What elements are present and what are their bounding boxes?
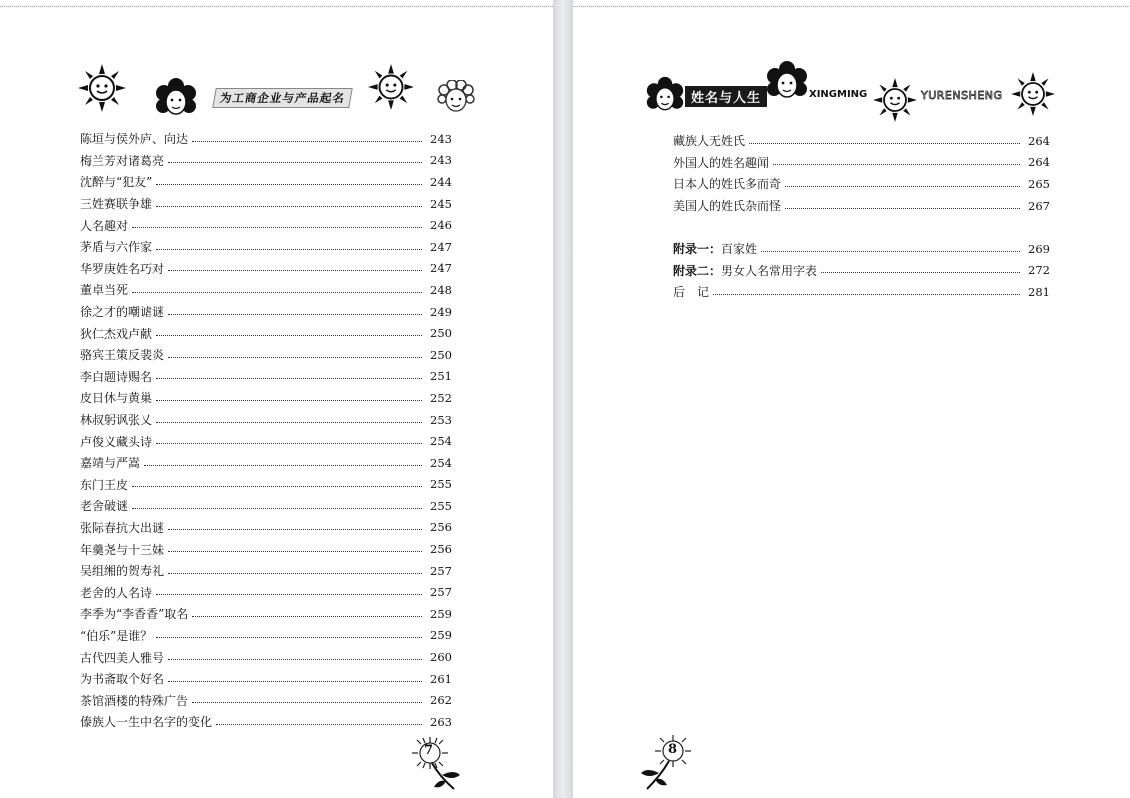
toc-entry-title: [80, 238, 156, 255]
header-pinyin-yurensheng: YURENSHENG: [921, 89, 1003, 102]
toc-entry-text: 人名趣对: [80, 218, 129, 233]
toc-entry-text: 华罗庚姓名巧对: [80, 261, 165, 276]
toc-entry: [80, 366, 452, 388]
toc-entry-title: [80, 260, 168, 277]
toc-page-number: 264: [1028, 133, 1050, 148]
toc-entry-title: [80, 152, 168, 169]
toc-entry: [673, 195, 1050, 217]
toc-entry-title: [80, 649, 168, 666]
dot-leader: [156, 422, 422, 423]
toc-entry-text: 张际春抗大出谜: [80, 520, 165, 535]
dot-leader: [156, 184, 422, 185]
page-number: 7: [424, 743, 434, 758]
toc-entry: [80, 517, 452, 539]
toc-entry-title: [673, 262, 821, 279]
toc-page-number: 256: [430, 542, 452, 557]
dot-leader: [821, 272, 1020, 273]
toc-entry-title: [673, 175, 785, 192]
toc-page-number: 256: [430, 520, 452, 535]
toc-entry: [673, 238, 1050, 260]
dot-leader: [749, 143, 1020, 144]
toc-entry-title: [80, 173, 156, 190]
toc-entry-text: “伯乐”是谁？: [80, 628, 153, 643]
toc-page-number: 267: [1028, 198, 1050, 213]
toc-entry: [80, 646, 452, 668]
toc-entry: [80, 409, 452, 431]
toc-entry: [80, 474, 452, 496]
toc-entry: [80, 603, 452, 625]
toc-entry: [80, 258, 452, 280]
dot-leader: [132, 508, 422, 509]
toc-page-number: 246: [430, 218, 452, 233]
toc-entry-text: 年羹尧与十三妹: [80, 542, 165, 557]
table-of-contents: [80, 128, 452, 733]
right-page: [573, 0, 1130, 798]
toc-page-number: 250: [430, 326, 452, 341]
toc-entry: [80, 301, 452, 323]
toc-entry-text: 男女人名常用字表: [721, 263, 818, 278]
toc-entry-text: 三姓赛联争雄: [80, 197, 153, 212]
girl-face-icon: [436, 80, 476, 116]
appendix-label: 附录二：: [673, 263, 722, 278]
dot-leader: [132, 486, 422, 487]
flower-face-icon: [154, 78, 198, 120]
toc-entry: [80, 538, 452, 560]
toc-entry-text: 美国人的姓氏杂而怪: [673, 199, 782, 214]
dot-leader: [192, 616, 422, 617]
dot-leader: [156, 443, 422, 444]
toc-entry-title: [80, 325, 156, 342]
toc-entry: [673, 152, 1050, 174]
toc-entry: [80, 387, 452, 409]
appendix-label: 附录一：: [673, 242, 722, 257]
toc-page-number: 257: [430, 585, 452, 600]
flower-face-icon: [765, 60, 809, 104]
toc-entry-title: [80, 433, 156, 450]
toc-entry: [80, 560, 452, 582]
toc-entry: [80, 711, 452, 733]
header-pinyin-xingming: XINGMING: [809, 89, 868, 100]
toc-entry-title: [80, 454, 144, 471]
dot-leader: [156, 335, 422, 336]
toc-entry: [80, 495, 452, 517]
toc-page-number: 264: [1028, 155, 1050, 170]
toc-entry-title: [673, 197, 785, 214]
toc-page-number: 247: [430, 239, 452, 254]
dot-leader: [761, 251, 1020, 252]
toc-page-number: 272: [1028, 263, 1050, 278]
toc-page-number: 255: [430, 477, 452, 492]
toc-page-number: 259: [430, 606, 452, 621]
dot-leader: [168, 162, 422, 163]
toc-entry-text: 梅兰芳对诸葛亮: [80, 153, 165, 168]
toc-entry-text: 老舍破谜: [80, 499, 129, 514]
sun-face-icon: [78, 64, 126, 112]
dot-leader: [156, 249, 422, 250]
dot-leader: [713, 294, 1020, 295]
toc-entry-title: [80, 411, 156, 428]
toc-entry-text: 徐之才的嘲谑谜: [80, 305, 165, 320]
sun-face-icon: [873, 78, 917, 122]
left-header-title: 为工商企业与产品起名: [212, 88, 353, 108]
toc-entry-text: 东门王皮: [80, 477, 129, 492]
toc-entry-text: 董卓当死: [80, 283, 129, 298]
dot-leader: [168, 681, 422, 682]
toc-page-number: 265: [1028, 176, 1050, 191]
toc-entry: [80, 581, 452, 603]
toc-page-number: 260: [430, 650, 452, 665]
toc-page-number: 251: [430, 369, 452, 384]
toc-page-number: 254: [430, 455, 452, 470]
dot-leader: [785, 186, 1020, 187]
toc-entry-text: 吴组缃的贺寿礼: [80, 564, 165, 579]
right-header-title: 姓名与人生: [685, 86, 767, 107]
toc-entry-title: [80, 476, 132, 493]
dot-leader: [144, 465, 422, 466]
toc-page-number: 255: [430, 498, 452, 513]
toc-entry: [673, 281, 1050, 303]
toc-spacer: [673, 216, 1050, 238]
toc-entry-title: [80, 562, 168, 579]
toc-entry-title: [80, 346, 168, 363]
dot-leader: [168, 357, 422, 358]
toc-entry-title: [80, 713, 216, 730]
toc-entry: [80, 128, 452, 150]
toc-entry-text: 为书斋取个好名: [80, 672, 165, 687]
top-rule: [0, 6, 553, 7]
toc-entry-title: [80, 195, 156, 212]
toc-entry-title: [80, 584, 156, 601]
toc-entry-text: 李季为“李香香”取名: [80, 607, 189, 622]
toc-entry-title: [80, 389, 156, 406]
toc-entry-text: 骆宾王策反裴炎: [80, 348, 165, 363]
toc-entry-title: [80, 670, 168, 687]
toc-entry: [673, 173, 1050, 195]
book-gutter: [553, 0, 573, 798]
toc-page-number: 269: [1028, 241, 1050, 256]
right-header: [573, 58, 1130, 114]
toc-entry-text: 百家姓: [721, 242, 758, 257]
toc-entry: [80, 150, 452, 172]
toc-entry: [80, 171, 452, 193]
dot-leader: [168, 573, 422, 574]
toc-entry-title: [80, 281, 132, 298]
toc-entry: [80, 236, 452, 258]
dot-leader: [773, 164, 1020, 165]
toc-page-number: 254: [430, 434, 452, 449]
toc-page-number: 247: [430, 261, 452, 276]
toc-entry-text: 嘉靖与严嵩: [80, 456, 141, 471]
toc-entry-text: 李白题诗赐名: [80, 369, 153, 384]
toc-entry-title: [80, 368, 156, 385]
toc-page-number: 281: [1028, 284, 1050, 299]
sunflower-icon: [398, 733, 468, 793]
toc-page-number: 243: [430, 131, 452, 146]
left-page: [0, 0, 553, 798]
toc-entry-title: [80, 217, 132, 234]
dot-leader: [168, 314, 422, 315]
toc-page-number: 263: [430, 714, 452, 729]
toc-entry-title: [673, 132, 749, 149]
dot-leader: [156, 594, 422, 595]
toc-entry-title: [80, 627, 156, 644]
top-rule: [573, 6, 1130, 7]
toc-entry-text: 林叔躬讽张乂: [80, 413, 153, 428]
toc-entry-text: 卢俊义藏头诗: [80, 434, 153, 449]
toc-entry: [80, 214, 452, 236]
toc-entry-text: 老舍的人名诗: [80, 585, 153, 600]
toc-entry-text: 外国人的姓名趣闻: [673, 155, 770, 170]
dot-leader: [785, 208, 1020, 209]
toc-entry: [80, 279, 452, 301]
toc-entry-text: 日本人的姓氏多而奇: [673, 177, 782, 192]
dot-leader: [192, 141, 422, 142]
toc-entry-text: 后 记: [673, 285, 710, 300]
toc-page-number: 244: [430, 174, 452, 189]
toc-page-number: 249: [430, 304, 452, 319]
toc-page-number: 250: [430, 347, 452, 362]
dot-leader: [156, 206, 422, 207]
toc-entry: [80, 689, 452, 711]
sun-face-icon: [1011, 72, 1055, 116]
toc-entry-title: [80, 541, 168, 558]
toc-page-number: 253: [430, 412, 452, 427]
toc-page-number: 261: [430, 671, 452, 686]
toc-entry-title: [80, 519, 168, 536]
table-of-contents: [673, 130, 1050, 303]
toc-entry: [80, 452, 452, 474]
dot-leader: [156, 378, 422, 379]
dot-leader: [132, 292, 422, 293]
toc-entry: [80, 625, 452, 647]
dot-leader: [168, 529, 422, 530]
flower-face-icon: [645, 76, 685, 116]
toc-entry: [80, 344, 452, 366]
toc-entry-text: 傣族人一生中名字的变化: [80, 715, 213, 730]
toc-entry-text: 陈垣与侯外庐、向达: [80, 132, 189, 147]
toc-page-number: 259: [430, 628, 452, 643]
toc-entry-title: [80, 497, 132, 514]
toc-page-number: 248: [430, 282, 452, 297]
toc-entry-text: 狄仁杰戏卢献: [80, 326, 153, 341]
dot-leader: [156, 400, 422, 401]
dot-leader: [156, 637, 422, 638]
dot-leader: [168, 270, 422, 271]
toc-entry: [673, 260, 1050, 282]
toc-entry-title: [673, 240, 761, 257]
toc-entry-title: [80, 605, 192, 622]
toc-page-number: 245: [430, 196, 452, 211]
toc-entry: [80, 668, 452, 690]
toc-page-number: 257: [430, 563, 452, 578]
dot-leader: [168, 659, 422, 660]
toc-entry-text: 茅盾与六作家: [80, 240, 153, 255]
toc-page-number: 243: [430, 153, 452, 168]
dot-leader: [132, 227, 422, 228]
toc-entry-title: [673, 283, 713, 300]
toc-entry-text: 藏族人无姓氏: [673, 134, 746, 149]
toc-page-number: 252: [430, 390, 452, 405]
toc-entry-text: 沈醉与“犯友”: [80, 175, 153, 190]
dot-leader: [192, 702, 422, 703]
toc-entry: [80, 430, 452, 452]
dot-leader: [168, 551, 422, 552]
left-header: [0, 58, 553, 114]
toc-entry-text: 茶馆酒楼的特殊广告: [80, 693, 189, 708]
toc-entry-title: [80, 303, 168, 320]
toc-entry-title: [80, 692, 192, 709]
toc-entry-text: 皮日休与黄巢: [80, 391, 153, 406]
toc-entry: [673, 130, 1050, 152]
toc-entry: [80, 193, 452, 215]
dot-leader: [216, 724, 422, 725]
page-number: 8: [668, 742, 678, 757]
toc-entry: [80, 322, 452, 344]
toc-entry-title: [673, 154, 773, 171]
toc-entry-title: [80, 130, 192, 147]
sun-face-icon: [368, 64, 414, 110]
toc-entry-text: 古代四美人雅号: [80, 650, 165, 665]
toc-page-number: 262: [430, 693, 452, 708]
